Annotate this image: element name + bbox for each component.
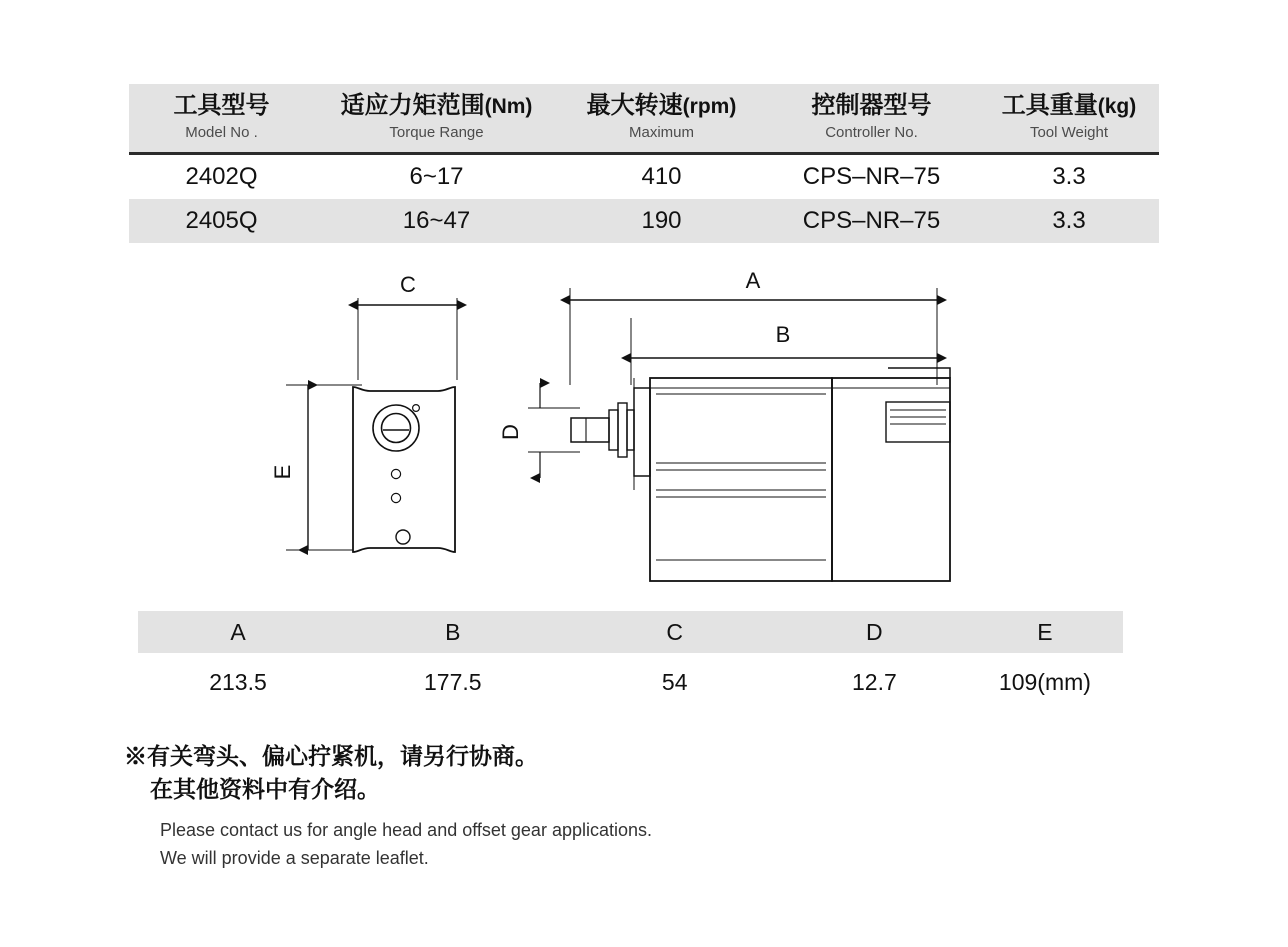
dim-label-a: A <box>745 268 761 293</box>
drawing-svg <box>250 260 980 590</box>
cell-max-speed: 190 <box>559 199 764 243</box>
column-header-cn: 控制器型号 <box>811 91 932 119</box>
cell-model-no: 2402Q <box>185 163 258 190</box>
dim-label-d: D <box>498 424 523 440</box>
table-header-row <box>129 84 1159 154</box>
column-header-cn: 工具型号 <box>173 91 270 119</box>
dimension-table <box>138 611 1123 711</box>
dim-value-c: 54 <box>661 668 688 695</box>
cell-torque-range: 6~17 <box>409 163 464 190</box>
dim-header-a: A <box>138 611 338 653</box>
column-header-en: Model No . <box>185 124 258 142</box>
column-header-cn: 最大转速(rpm) <box>586 91 737 119</box>
footnote-cn <box>124 740 1024 807</box>
dimension-header-row <box>138 611 1123 653</box>
dim-header-b: B <box>338 611 568 653</box>
dim-header-c: C <box>568 611 782 653</box>
column-header-en: Maximum <box>628 124 694 142</box>
footnote-en-line1: Please contact us for angle head and offset gear applications. <box>160 819 653 840</box>
dim-header-e: E <box>967 611 1123 653</box>
technical-drawing <box>250 260 980 590</box>
column-header-cn: 适应力矩范围(Nm) <box>340 91 533 119</box>
cell-max-speed: 410 <box>641 163 682 190</box>
cell-controller-no: CPS–NR–75 <box>764 199 979 243</box>
column-header-model-no <box>129 84 314 154</box>
footnote-cn-line1: ※有关弯头、偏心拧紧机，请另行协商。 <box>124 743 538 769</box>
table-row <box>129 199 1159 243</box>
footnote-en <box>124 817 1024 873</box>
column-header-torque-range <box>314 84 559 154</box>
column-header-en: Controller No. <box>825 124 918 142</box>
cell-model-no: 2405Q <box>129 199 314 243</box>
column-header-controller-no <box>764 84 979 154</box>
column-header-en: Tool Weight <box>1029 124 1109 142</box>
cell-tool-weight: 3.3 <box>1052 163 1086 190</box>
cell-torque-range: 16~47 <box>314 199 559 243</box>
dim-header-d: D <box>782 611 967 653</box>
dimension-value-row <box>138 653 1123 711</box>
column-header-tool-weight <box>979 84 1159 154</box>
dim-label-c: C <box>400 272 416 297</box>
column-header-cn: 工具重量(kg) <box>1001 91 1137 119</box>
dim-value-a: 213.5 <box>209 668 267 695</box>
dim-label-b: B <box>775 322 791 347</box>
side-view-outline <box>528 288 950 581</box>
dim-value-b: 177.5 <box>423 668 482 695</box>
specification-table <box>129 84 1159 243</box>
cell-controller-no: CPS–NR–75 <box>802 163 941 190</box>
dim-value-d: 12.7 <box>851 668 897 695</box>
cell-tool-weight: 3.3 <box>979 199 1159 243</box>
end-view-outline <box>286 298 457 552</box>
column-header-en: Torque Range <box>389 124 484 142</box>
table-row <box>129 154 1159 200</box>
footnote-cn-line2: 在其他资料中有介绍。 <box>150 776 380 803</box>
footnote-block <box>124 740 1024 872</box>
footnote-en-line2: We will provide a separate leaflet. <box>160 847 429 868</box>
column-header-max-speed <box>559 84 764 154</box>
dim-value-e: 109(mm) <box>998 668 1091 695</box>
dim-label-e: E <box>270 464 295 480</box>
